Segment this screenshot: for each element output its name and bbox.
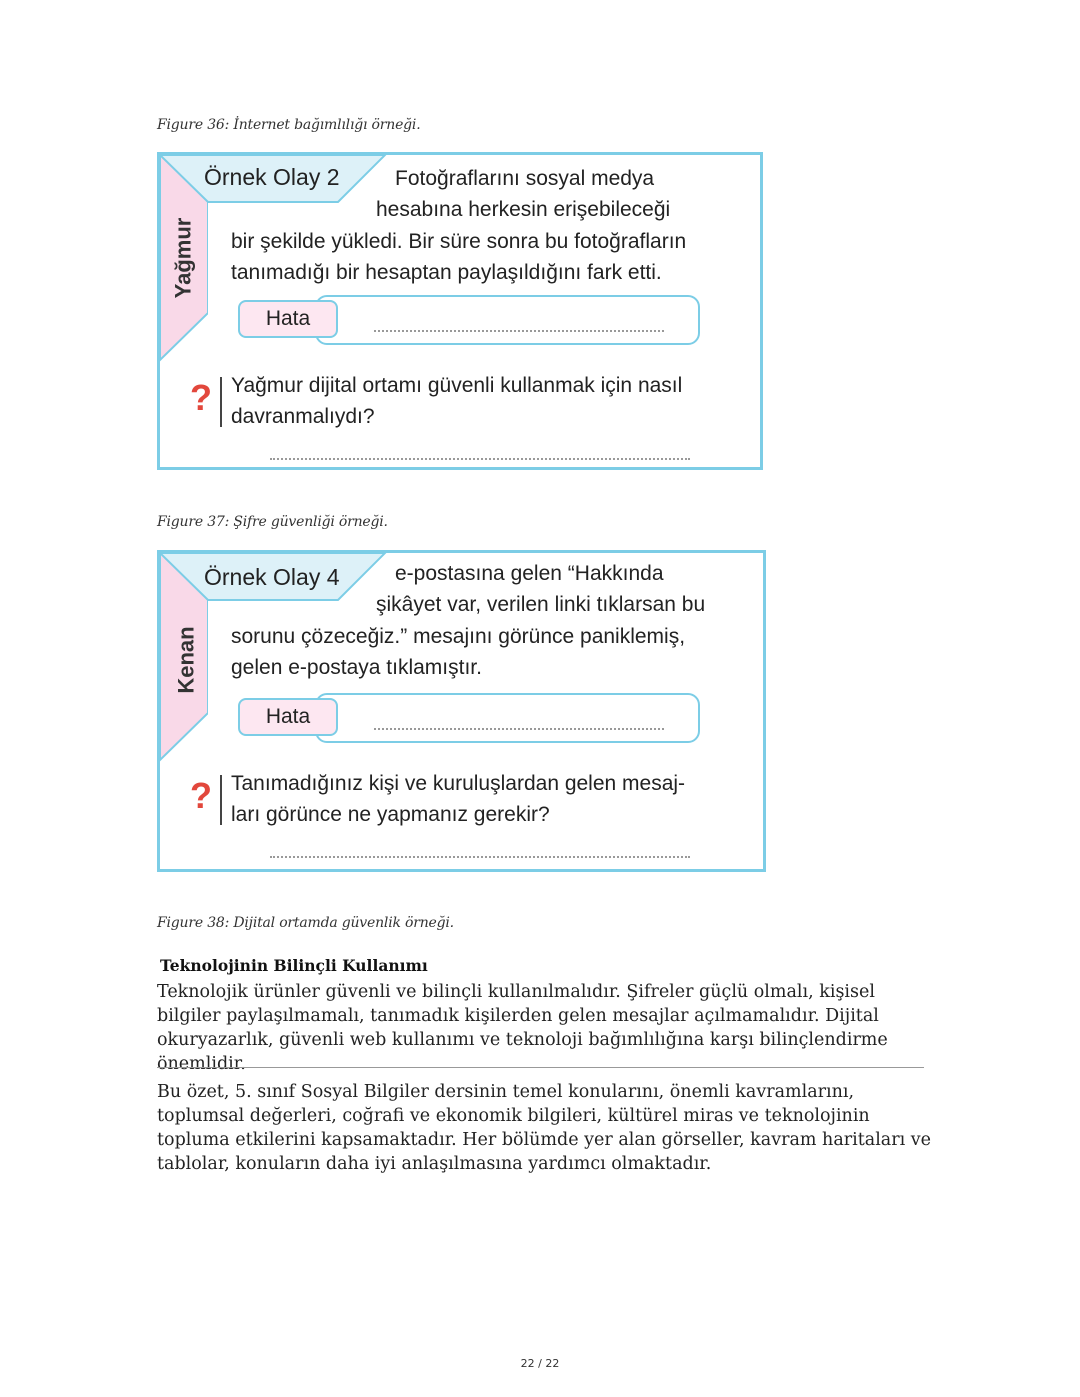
question-divider — [220, 775, 222, 825]
answer-dotted-line — [270, 458, 690, 460]
example-card — [157, 152, 763, 470]
question-line: davranmalıydı? — [231, 405, 375, 428]
figure-caption: Figure 38: Dijital ortamda güvenlik örneği. — [157, 915, 454, 931]
student-name: Kenan — [173, 626, 199, 694]
section-paragraph: Teknolojik ürünler güvenli ve bilinçli kullanılmalıdır. Şifreler güçlü olmalı, kişisel bilgiler paylaşılmamalı, tanımadık kişilerden gelen mesajlar açılmamalıdır. Dijital okuryazarlık, güvenli web kullanımı ve teknoloji bağımlılığına karşı bilinçlendirme önemlidir. — [157, 982, 888, 1074]
question-line: Tanımadığınız kişi ve kuruluşlardan gelen mesaj- — [231, 772, 686, 795]
case-text-line: e-postasına gelen “Hakkında — [395, 562, 664, 585]
answer-dotted-line — [374, 330, 664, 332]
case-text-line: sorunu çözeceğiz.” mesajını görünce paniklemiş, — [231, 625, 686, 648]
case-text-line: hesabına herkesin erişebileceği — [376, 198, 671, 221]
answer-dotted-line — [270, 856, 690, 858]
summary-paragraph: Bu özet, 5. sınıf Sosyal Bilgiler dersinin temel konularını, önemli kavramlarını, toplumsal değerleri, coğrafi ve ekonomik bilgileri, kültürel miras ve teknolojinin topluma etkilerini kapsamaktadır. Her bölümde yer alan görseller, kavram haritaları ve tablolar, konuların daha iyi anlaşılmasına yardımcı olmaktadır. — [157, 1082, 931, 1174]
answer-box[interactable] — [315, 693, 700, 743]
example-card — [157, 550, 766, 872]
hata-label: Hata — [238, 300, 338, 338]
student-name: Yağmur — [170, 217, 196, 299]
question-divider — [220, 377, 222, 427]
question-line: Yağmur dijital ortamı güvenli kullanmak için nasıl — [231, 374, 683, 397]
figure-caption: Figure 37: Şifre güvenliği örneği. — [157, 514, 388, 530]
example-title: Örnek Olay 4 — [204, 564, 340, 590]
hata-label: Hata — [238, 698, 338, 736]
figure-caption: Figure 36: İnternet bağımlılığı örneği. — [157, 117, 421, 133]
case-text-line: tanımadığı bir hesaptan paylaşıldığını fark etti. — [231, 261, 662, 284]
question-mark-icon: ? — [190, 377, 212, 418]
example-title: Örnek Olay 2 — [204, 164, 340, 190]
question-line: ları görünce ne yapmanız gerekir? — [231, 803, 550, 826]
question-mark-icon: ? — [190, 775, 212, 816]
section-heading: Teknolojinin Bilinçli Kullanımı — [160, 956, 428, 975]
page-number: 22 / 22 — [520, 1357, 560, 1370]
case-text-line: gelen e-postaya tıklamıştır. — [231, 656, 482, 679]
answer-box[interactable] — [315, 295, 700, 345]
case-text-line: Fotoğraflarını sosyal medya — [395, 167, 655, 190]
answer-dotted-line — [374, 728, 664, 730]
case-text-line: şikâyet var, verilen linki tıklarsan bu — [376, 593, 706, 616]
case-text-line: bir şekilde yükledi. Bir süre sonra bu fotoğrafların — [231, 230, 687, 253]
divider — [157, 1067, 924, 1068]
